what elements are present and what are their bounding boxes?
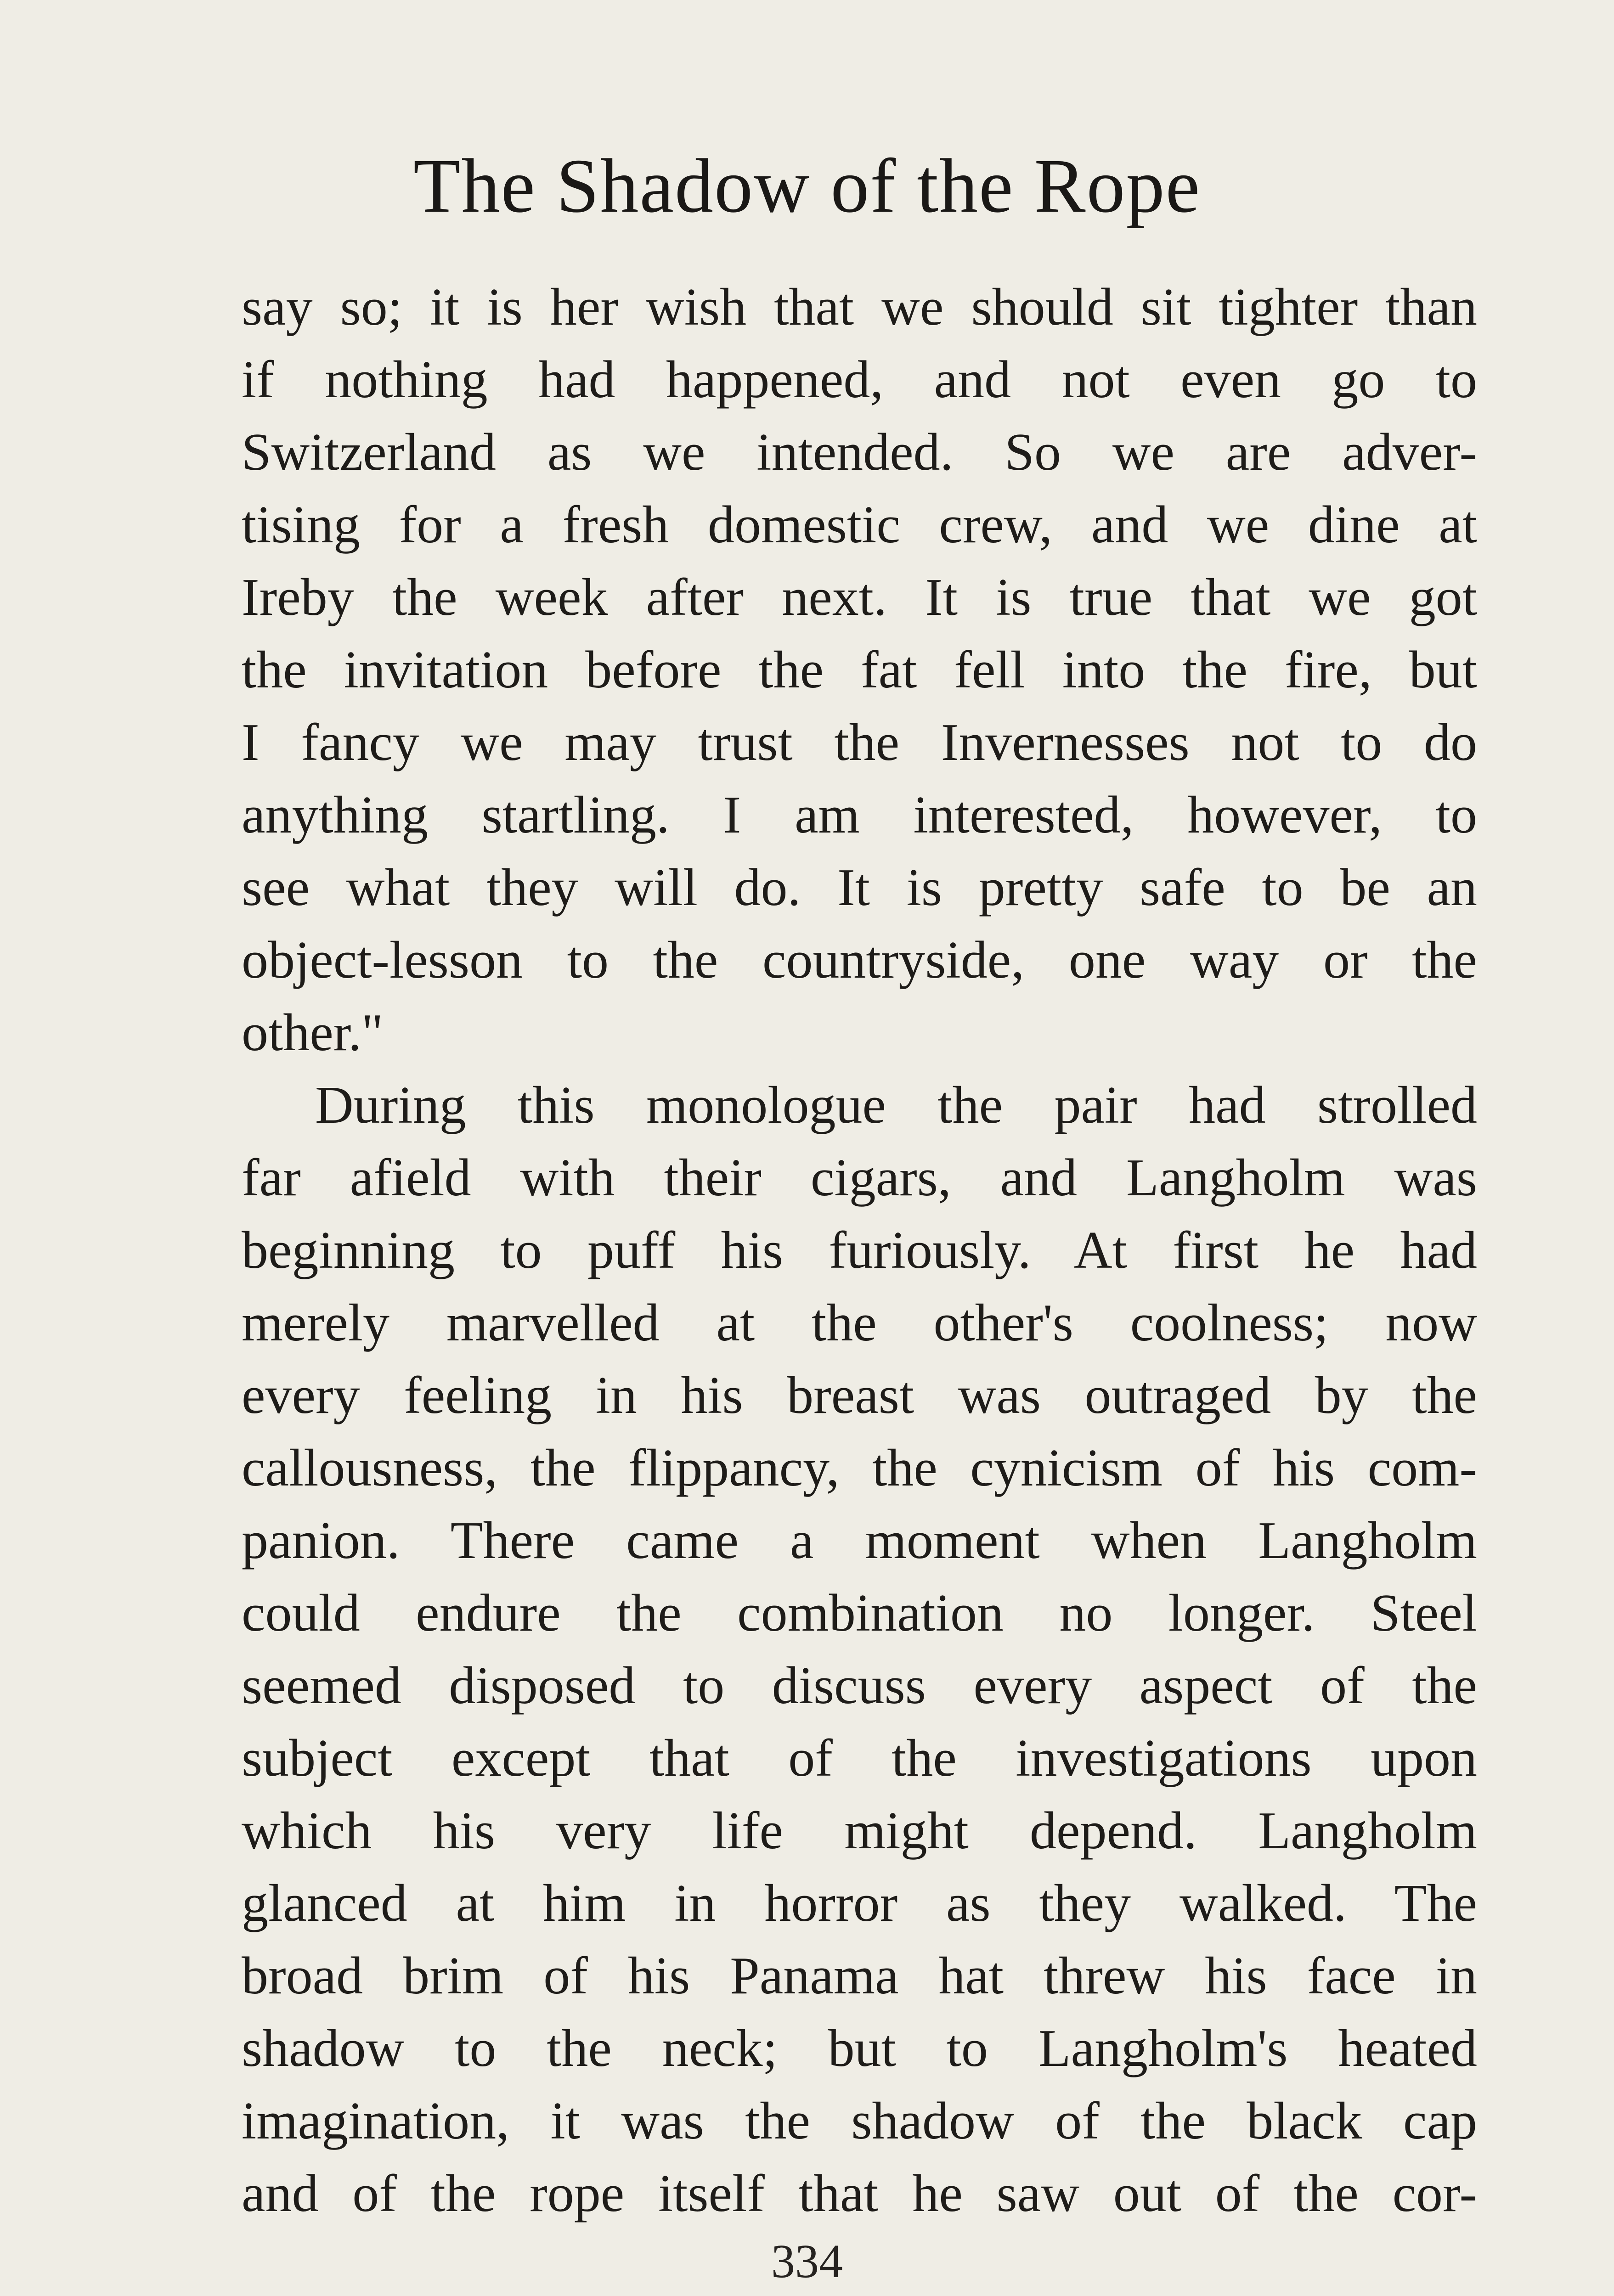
- text-line: glanced at him in horror as they walked. The: [242, 1874, 1477, 1933]
- text-line: tising for a fresh domestic crew, and we dine at: [242, 495, 1477, 554]
- text-line: could endure the combination no longer. Steel: [242, 1584, 1477, 1643]
- paragraph-start-line: During this monologue the pair had strolled: [315, 1076, 1477, 1135]
- text-line: beginning to puff his furiously. At first he had: [242, 1221, 1477, 1280]
- text-line: object-lesson to the countryside, one way or the: [242, 931, 1477, 990]
- text-line: anything startling. I am interested, however, to: [242, 786, 1477, 844]
- page-number: 334: [771, 2235, 843, 2288]
- running-head: The Shadow of the Rope: [413, 143, 1201, 229]
- text-line: I fancy we may trust the Invernesses not to do: [242, 713, 1477, 772]
- paragraph-end-line: other.": [242, 1003, 384, 1062]
- text-line: merely marvelled at the other's coolness; now: [242, 1294, 1477, 1352]
- text-line: subject except that of the investigations upon: [242, 1729, 1477, 1788]
- text-line: which his very life might depend. Langholm: [242, 1801, 1477, 1860]
- body-text: [242, 271, 1477, 2230]
- text-line: say so; it is her wish that we should sit tighter than: [242, 278, 1477, 337]
- text-line: shadow to the neck; but to Langholm's heated: [242, 2019, 1477, 2078]
- text-line: if nothing had happened, and not even go to: [242, 350, 1477, 409]
- text-line: broad brim of his Panama hat threw his face in: [242, 1947, 1477, 2005]
- text-line: callousness, the flippancy, the cynicism of his com-: [242, 1439, 1477, 1497]
- text-line: and of the rope itself that he saw out of the cor-: [242, 2164, 1477, 2223]
- text-line: Switzerland as we intended. So we are adver-: [242, 423, 1477, 482]
- text-line: every feeling in his breast was outraged by the: [242, 1366, 1477, 1425]
- text-line: see what they will do. It is pretty safe to be an: [242, 858, 1477, 917]
- text-line: panion. There came a moment when Langholm: [242, 1511, 1477, 1570]
- text-line: seemed disposed to discuss every aspect of the: [242, 1656, 1477, 1715]
- text-line: Ireby the week after next. It is true that we got: [242, 568, 1477, 627]
- text-line: imagination, it was the shadow of the black cap: [242, 2092, 1477, 2150]
- text-line: the invitation before the fat fell into the fire, but: [242, 641, 1477, 699]
- text-line: far afield with their cigars, and Langholm was: [242, 1148, 1477, 1207]
